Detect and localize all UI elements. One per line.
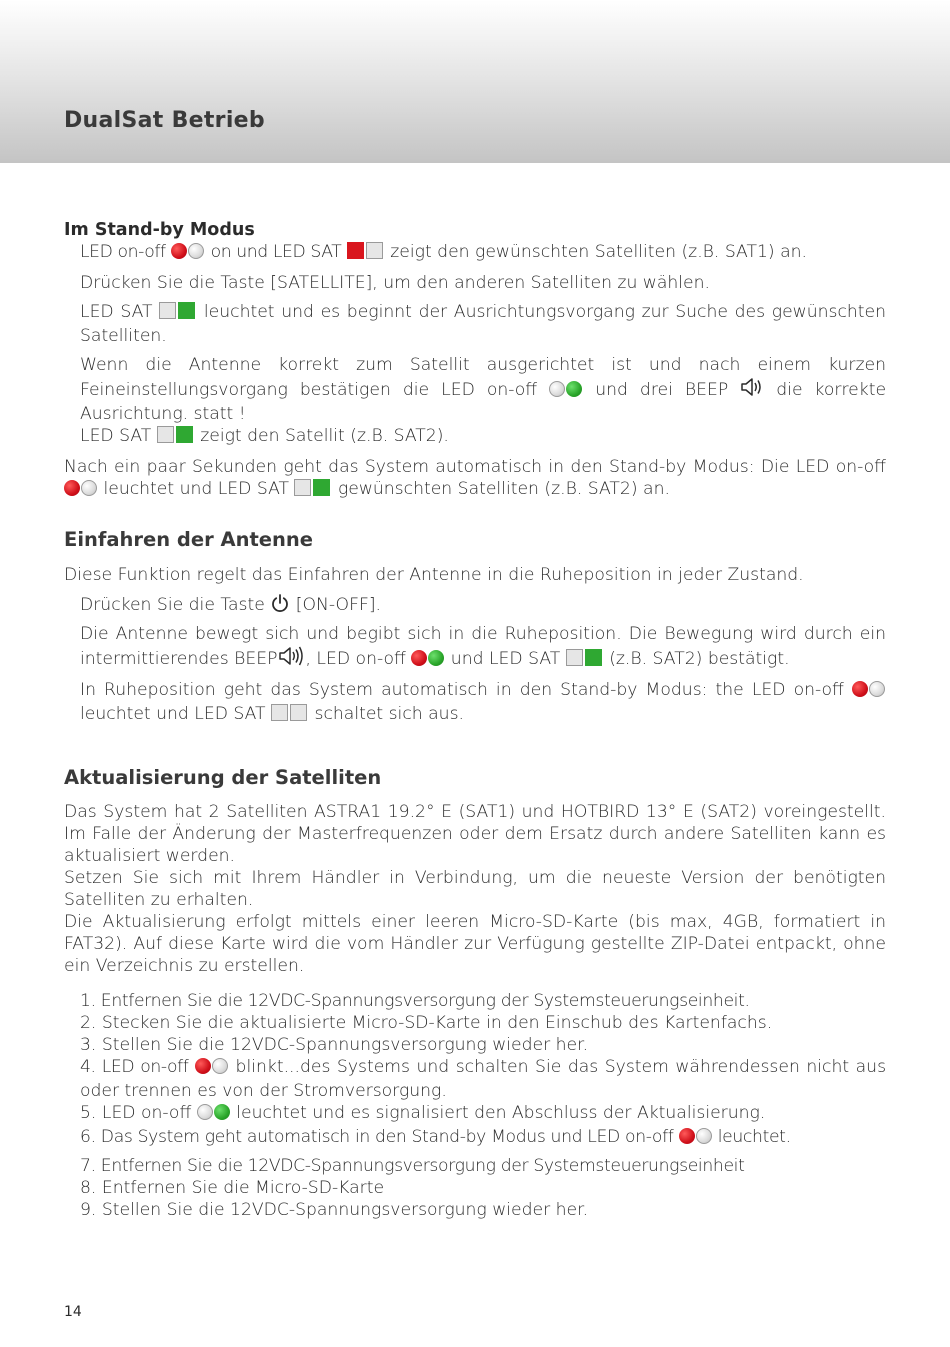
retract-line-move: Die Antenne bewegt sich und begibt sich in die Ruheposition. Die Bewegung wird durch ein intermittierendes BEEP , LED on-off und LED SAT (z.B. SAT2) bestätigt.	[64, 623, 886, 672]
update-step-1: 1. Entfernen Sie die 12VDC-Spannungsversorgung der Systemsteuerungseinheit.	[80, 991, 750, 1011]
update-step-4: 4. LED on-off blinkt...des Systems und schalten Sie das System währendessen nicht aus oder trennen es von der Stromversorgung.	[80, 1057, 887, 1101]
update-para-2: Setzen Sie sich mit Ihrem Händler in Verbindung, um die neueste Version der benötigten Satelliten zu erhalten.	[64, 868, 886, 910]
led-sat-off-green-icon	[294, 479, 332, 502]
beep-speaker-icon	[278, 645, 306, 667]
standby-line-1: LED on-off on und LED SAT zeigt den gewünschten Satelliten (z.B. SAT1) an.	[64, 241, 886, 265]
led-sat-off-green-icon	[566, 649, 604, 672]
update-step-5: 5. LED on-off leuchtet und es signalisiert den Abschluss der Aktualisierung.	[64, 1102, 886, 1126]
led-onoff-red-off-icon	[679, 1128, 713, 1150]
led-sat-off-green-icon	[159, 302, 197, 325]
update-step-6: 6. Das System geht automatisch in den Stand-by Modus und LED on-off leuchtet.	[64, 1126, 886, 1150]
led-onoff-off-green-icon	[549, 381, 583, 403]
led-sat-off-green-icon	[157, 426, 195, 449]
page-number: 14	[64, 1304, 82, 1320]
led-onoff-red-off-icon	[171, 243, 205, 265]
page-title: DualSat Betrieb	[64, 108, 265, 133]
led-sat-off-off-icon	[271, 704, 309, 727]
beep-speaker-icon	[740, 376, 764, 398]
update-para-3: Die Aktualisierung erfolgt mittels einer leeren Micro-SD-Karte (bis max, 4GB, formatiert in FAT32). Auf diese Karte wird die vom Händler zur Verfügung gestellte ZIP-Datei entpackt, ohne ein Verzeichnis zu erstellen.	[64, 912, 886, 976]
standby-line-5: LED SAT zeigt den Satellit (z.B. SAT2).	[64, 425, 886, 449]
led-onoff-red-off-icon	[852, 681, 886, 703]
led-onoff-red-green-icon	[411, 650, 445, 672]
retract-line-press: Drücken Sie die Taste [ON-OFF].	[80, 595, 382, 615]
update-step-2: 2. Stecken Sie die aktualisierte Micro-SD-Karte in den Einschub des Kartenfachs.	[80, 1013, 773, 1033]
standby-line-3: LED SAT leuchtet und es beginnt der Ausrichtungsvorgang zur Suche des gewünschten Satelliten.	[80, 302, 886, 346]
power-icon	[270, 593, 290, 613]
update-para-1: Das System hat 2 Satelliten ASTRA1 19.2° E (SAT1) und HOTBIRD 13° E (SAT2) voreingestellt. Im Falle der Änderung der Masterfrequenzen oder dem Ersatz durch andere Satelliten kann es aktualisiert werden.	[64, 802, 886, 866]
page-header	[0, 0, 950, 163]
update-heading: Aktualisierung der Satelliten	[64, 766, 382, 789]
standby-heading: Im Stand-by Modus	[64, 220, 255, 240]
standby-line-2: Drücken Sie die Taste [SATELLITE], um den anderen Satelliten zu wählen.	[80, 273, 710, 293]
retract-heading: Einfahren der Antenne	[64, 528, 314, 551]
retract-intro: Diese Funktion regelt das Einfahren der Antenne in die Ruheposition in jeder Zustand.	[64, 565, 804, 585]
page-content	[64, 219, 886, 1221]
standby-line-6: Nach ein paar Sekunden geht das System automatisch in den Stand-by Modus: Die LED on-off leuchtet und LED SAT gewünschten Satelliten (z.B. SAT2) an.	[64, 456, 886, 502]
update-step-3: 3. Stellen Sie die 12VDC-Spannungsversorgung wieder her.	[80, 1035, 589, 1055]
retract-line-rest: In Ruheposition geht das System automatisch in den Stand-by Modus: the LED on-off leuchtet und LED SAT schaltet sich aus.	[64, 679, 886, 727]
update-step-8: 8. Entfernen Sie die Micro-SD-Karte	[80, 1178, 385, 1198]
led-sat-red-off-icon	[347, 242, 385, 265]
update-step-7: 7. Entfernen Sie die 12VDC-Spannungsversorgung der Systemsteuerungseinheit	[80, 1156, 745, 1176]
led-onoff-red-off-icon	[195, 1058, 229, 1080]
update-step-9: 9. Stellen Sie die 12VDC-Spannungsversorgung wieder her.	[80, 1200, 589, 1220]
led-onoff-off-green-icon	[197, 1104, 231, 1126]
led-onoff-red-off-icon	[64, 480, 98, 502]
standby-line-4: Wenn die Antenne korrekt zum Satellit ausgerichtet ist und nach einem kurzen Feineinstellungsvorgang bestätigen die LED on-off und drei BEEP die korrekte Ausrichtung. statt !	[80, 355, 887, 424]
